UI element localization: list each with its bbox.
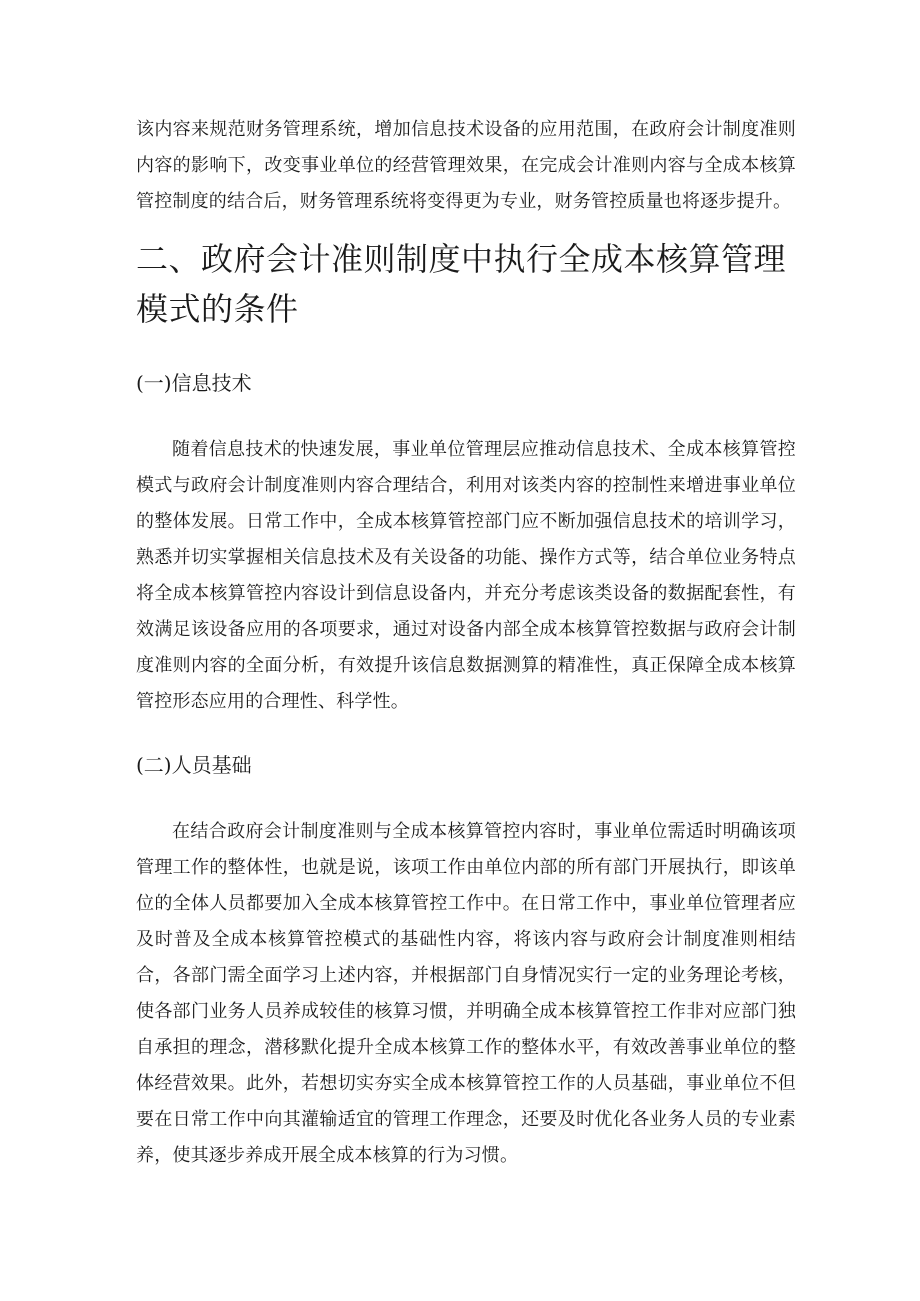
subsection-heading-personnel: (二)人员基础: [136, 753, 252, 777]
spacer: [136, 334, 796, 368]
section-heading: 二、政府会计准则制度中执行全成本核算管理模式的条件: [136, 240, 787, 328]
subsection-paragraph-personnel: 在结合政府会计制度准则与全成本核算管控内容时，事业单位需适时明确该项管理工作的整体性，也就是说，该项工作由单位内部的所有部门开展执行，即该单位的全体人员都要加入全成本核算管控工作中。在日常工作中，事业单位管理者应及时普及全成本核算管控模式的基础性内容，将该内容与政府会计制度准则相结合，各部门需全面学习上述内容，并根据部门自身情况实行一定的业务理论考核，使各部门业务人员养成较佳的核算习惯，并明确全成本核算管控工作非对应部门独自承担的理念，潜移默化提升全成本核算工作的整体水平，有效改善事业单位的整体经营效果。此外，若想切实夯实全成本核算管控工作的人员基础，事业单位不但要在日常工作中向其灌输适宜的管理工作理念，还要及时优化各业务人员的专业素养，使其逐步养成开展全成本核算的行为习惯。: [136, 821, 796, 1166]
document-body: [136, 112, 796, 1174]
subsection-paragraph-info-tech: 随着信息技术的快速发展，事业单位管理层应推动信息技术、全成本核算管控模式与政府会计制度准则内容合理结合，利用对该类内容的控制性来增进事业单位的整体发展。日常工作中，全成本核算管控部门应不断加强信息技术的培训学习，熟悉并切实掌握相关信息技术及有关设备的功能、操作方式等，结合单位业务特点将全成本核算管控内容设计到信息设备内，并充分考虑该类设备的数据配套性，有效满足该设备应用的各项要求，通过对设备内部全成本核算管控数据与政府会计制度准则内容的全面分析，有效提升该信息数据测算的精准性，真正保障全成本核算管控形态应用的合理性、科学性。: [136, 439, 796, 712]
spacer: [136, 780, 796, 814]
subsection-heading-info-tech: (一)信息技术: [136, 371, 252, 395]
intro-paragraph: 该内容来规范财务管理系统，增加信息技术设备的应用范围，在政府会计制度准则内容的影响下，改变事业单位的经营管理效果，在完成会计准则内容与全成本核算管控制度的结合后，财务管理系统将变得更为专业，财务管控质量也将逐步提升。: [136, 119, 796, 212]
spacer: [136, 720, 796, 750]
spacer: [136, 398, 796, 432]
